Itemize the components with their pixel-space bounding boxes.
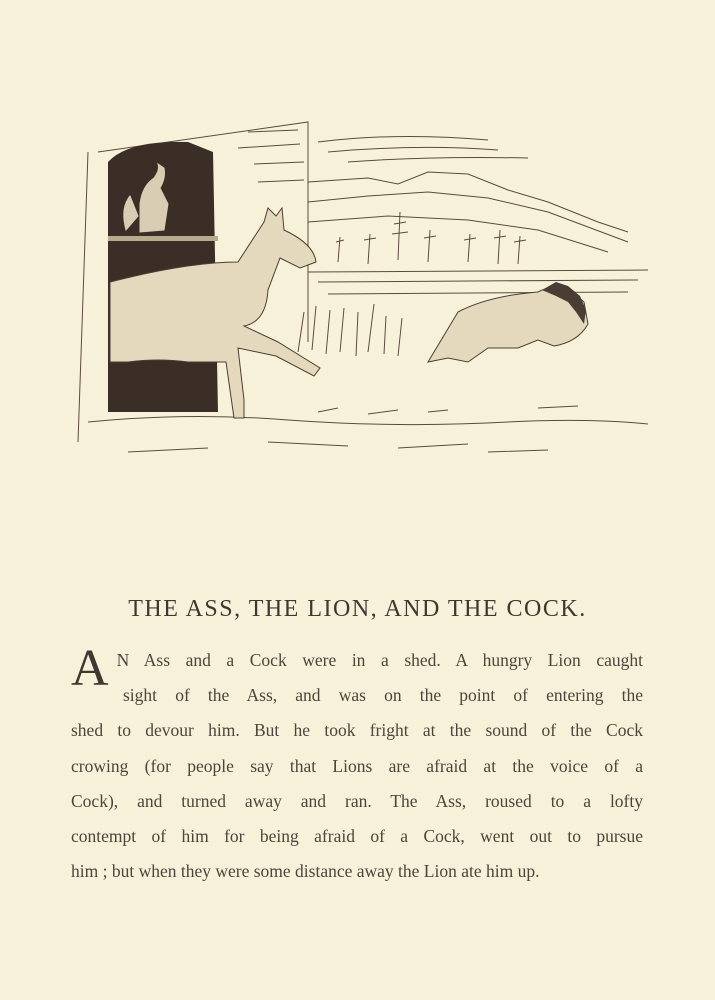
drop-cap: A xyxy=(71,640,109,697)
text-line: contempt of him for being afraid of a Cock, went out to pursue xyxy=(71,826,643,847)
fable-text xyxy=(71,640,643,889)
fable-title: THE ASS, THE LION, AND THE COCK. xyxy=(128,596,587,622)
text-line: sight of the Ass, and was on the point of entering the xyxy=(123,685,643,706)
text-line: Cock), and turned away and ran. The Ass, roused to a lofty xyxy=(71,790,643,811)
text-line: N Ass and a Cock were in a shed. A hungry Lion caught xyxy=(116,650,643,670)
text-line: him ; but when they were some distance away the Lion ate him up. xyxy=(71,861,540,882)
text-line: shed to devour him. But he took fright at the sound of the Cock xyxy=(71,720,643,741)
fable-illustration xyxy=(68,112,658,472)
text-line: crowing (for people say that Lions are afraid at the voice of a xyxy=(71,755,643,776)
